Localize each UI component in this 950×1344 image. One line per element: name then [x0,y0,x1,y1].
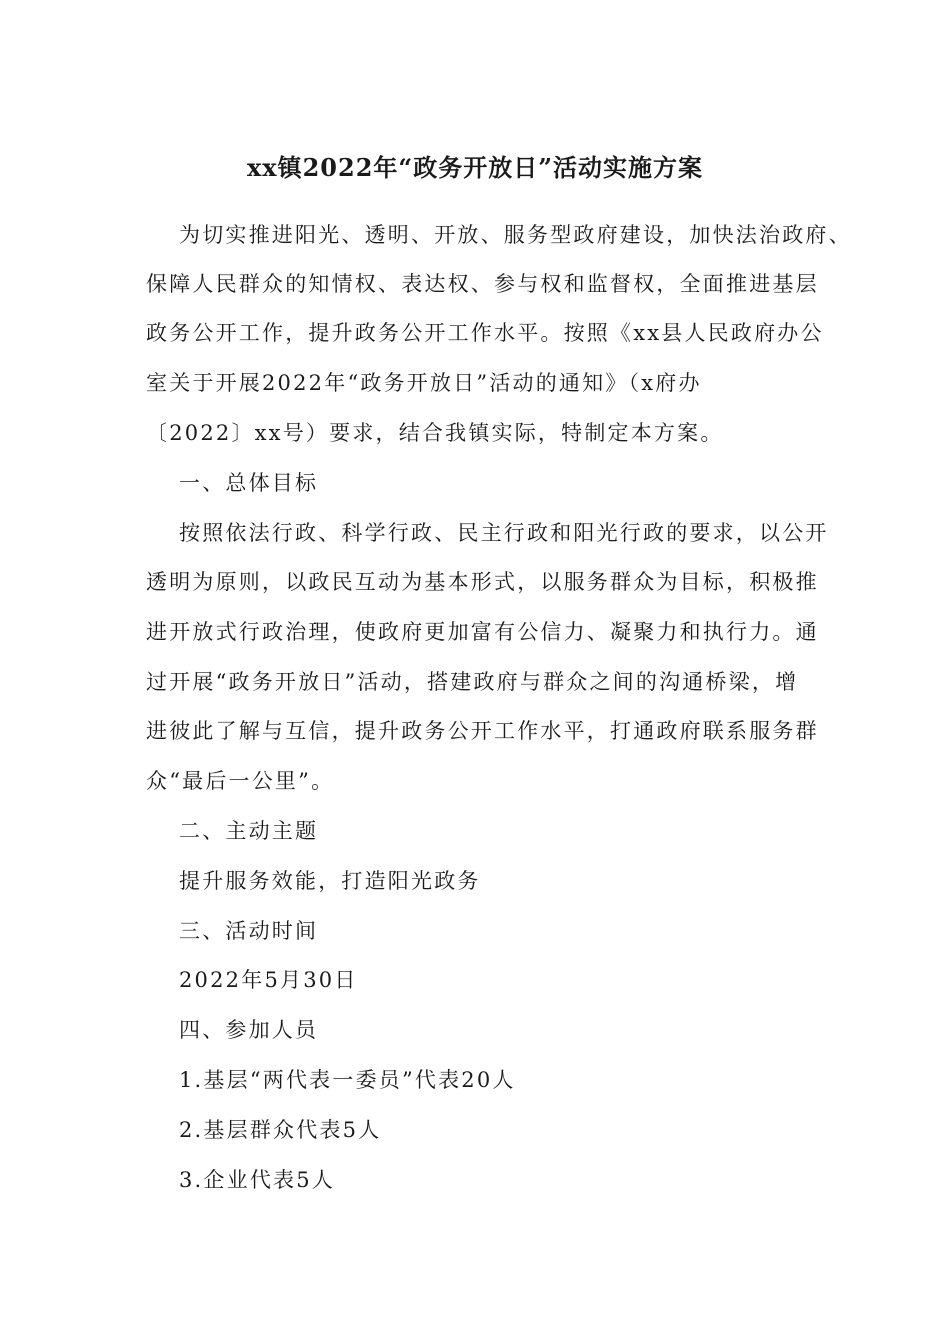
paragraph-line: 提升服务效能，打造阳光政务 [179,869,481,893]
document-title: xx镇2022年“政务开放日”活动实施方案 [246,153,704,182]
section-heading: 二、主动主题 [179,819,319,843]
paragraph-line: 进彼此了解与互信，提升政务公开工作水平，打通政府联系服务群 [146,719,819,743]
paragraph-line: 保障人民群众的知情权、表达权、参与权和监督权，全面推进基层 [146,272,819,296]
section-heading: 一、总体目标 [179,471,319,495]
paragraph-line: 众“最后一公里”。 [146,769,335,793]
list-item: 1.基层“两代表一委员”代表20人 [179,1068,516,1092]
paragraph-line: 进开放式行政治理，使政府更加富有公信力、凝聚力和执行力。通 [146,620,819,644]
section-heading: 三、活动时间 [179,919,319,943]
paragraph-line: 2022年5月30日 [179,968,358,992]
section-heading: 四、参加人员 [179,1018,319,1042]
paragraph-line: 室关于开展2022年“政务开放日”活动的通知》（x府办 [146,371,702,395]
paragraph-line: 为切实推进阳光、透明、开放、服务型政府建设，加快法治政府、 [179,223,852,247]
paragraph-line: 按照依法行政、科学行政、民主行政和阳光行政的要求，以公开 [179,521,829,545]
paragraph-line: 过开展“政务开放日”活动，搭建政府与群众之间的沟通桥梁，增 [146,670,799,694]
list-item: 3.企业代表5人 [179,1168,335,1192]
list-item: 2.基层群众代表5人 [179,1118,382,1142]
paragraph-line: 透明为原则，以政民互动为基本形式，以服务群众为目标，积极推 [146,570,819,594]
paragraph-line: 政务公开工作，提升政务公开工作水平。按照《xx县人民政府办公 [146,321,824,345]
paragraph-line: 〔2022〕xx号）要求，结合我镇实际，特制定本方案。 [146,421,724,445]
